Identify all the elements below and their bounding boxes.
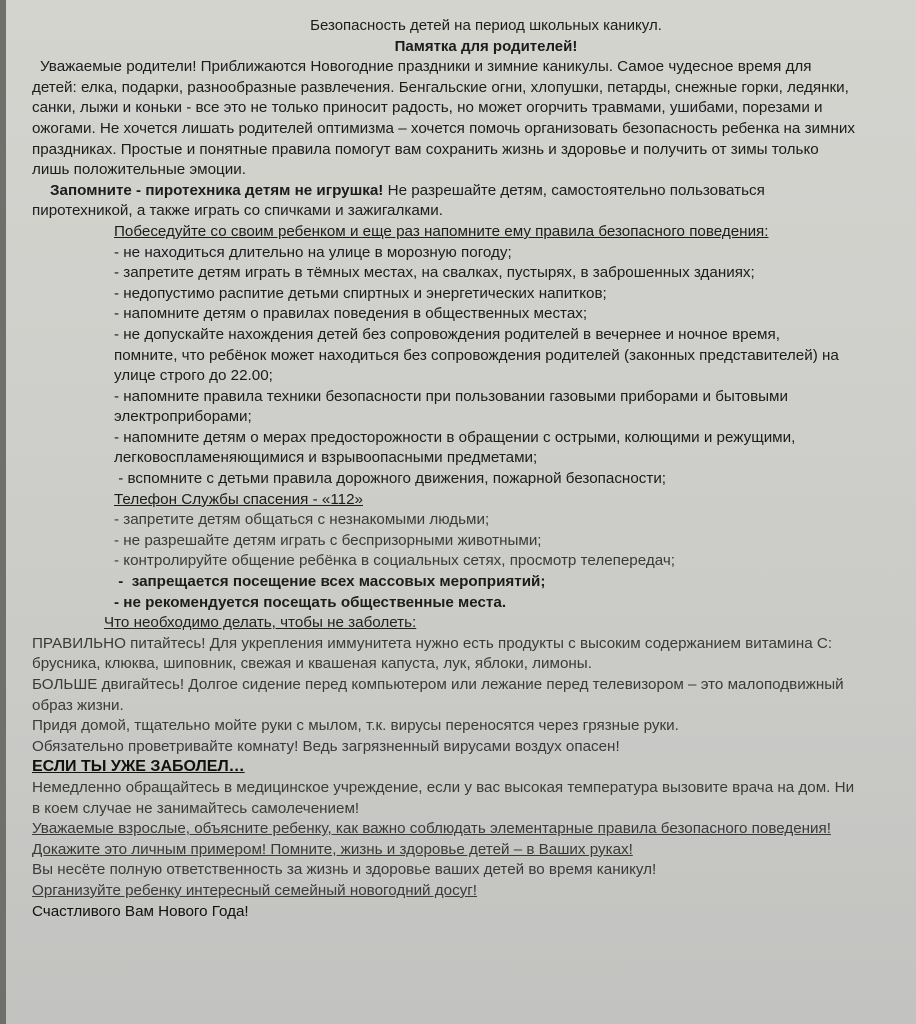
health-paragraph: Обязательно проветривайте комнату! Ведь загрязненный вирусами воздух опасен! <box>32 737 620 755</box>
health-paragraph: БОЛЬШЕ двигайтесь! Долгое сидение перед компьютером или лежание перед телевизором – это малоподвижный образ жизни. <box>32 676 844 714</box>
list-item: - напомните детям о мерах предосторожности в обращении с острыми, колющими и режущими, легковоспламеняющимися и взрывоопасными предметами; <box>114 428 796 467</box>
health-paragraph: ПРАВИЛЬНО питайтесь! Для укрепления иммунитета нужно есть продукты с высоким содержанием витамина С: брусника, клюква, шиповник, свежая и квашеная капуста, лук, яблоки, лимоны. <box>32 634 833 673</box>
intro-paragraph: Уважаемые родители! Приближаются Новогодние праздники и зимние каникулы. Самое чудесное время для детей: елка, подарки, разнообразные развлечения. Бенгальские огни, хлопушки, петарды, снежные горки, ледянки, санки, лыжи и коньки - все это не только приносит радость, но может огорчить травмами, ушибами, порезами и ожогами. Не хочется лишать родителей оптимизма – хочется помочь организовать безопасность ребенка на зимних праздниках. Простые и понятные правила помогут вам сохранить жизнь и здоровье и получить от зимы только лишь положительные эмоции. <box>32 58 855 179</box>
list-item: - не допускайте нахождения детей без сопровождения родителей в вечернее и ночное время, помните, что ребёнок может находиться без сопровождения родителей (законных представителей) на улице строго до 22.00; <box>114 325 839 385</box>
emergency-phone: Телефон Службы спасения - «112» <box>114 490 363 508</box>
list-item: - напомните детям о правилах поведения в общественных местах; <box>114 305 588 323</box>
list-item: - запретите детям играть в тёмных местах, на свалках, пустырях, в заброшенных зданиях; <box>114 264 755 282</box>
sick-paragraph: Организуйте ребенку интересный семейный новогодний досуг! <box>32 881 478 899</box>
pyrotechnics-warning-bold: Запомните - пиротехника детям не игрушка! <box>50 181 384 199</box>
list-item: - запретите детям общаться с незнакомыми людьми; <box>114 511 490 529</box>
closing-greeting: Счастливого Вам Нового Года! <box>32 902 249 920</box>
sick-heading: ЕСЛИ ТЫ УЖЕ ЗАБОЛЕЛ… <box>32 758 245 776</box>
list-item: - не разрешайте детям играть с беспризорными животными; <box>114 531 542 549</box>
safety-rules-heading: Побеседуйте со своим ребенком и еще раз напомните ему правила безопасного поведения: <box>114 222 769 240</box>
health-section <box>32 613 900 757</box>
list-item: - запрещается посещение всех массовых мероприятий; <box>114 573 546 591</box>
document-subtitle: Памятка для родителей! <box>394 37 578 55</box>
list-item: - не рекомендуется посещать общественные места. <box>114 593 507 611</box>
document-title: Безопасность детей на период школьных каникул. <box>310 17 662 34</box>
sick-section <box>32 757 900 922</box>
safety-rules-block <box>32 222 900 613</box>
sick-paragraph: Вы несёте полную ответственность за жизнь и здоровье ваших детей во время каникул! <box>32 861 657 879</box>
sick-paragraph: Немедленно обращайтесь в медицинское учреждение, если у вас высокая температура вызовите врача на дом. Ни в коем случае не занимайтесь самолечением! <box>32 778 855 817</box>
health-paragraph: Придя домой, тщательно мойте руки с мылом, т.к. вирусы переносятся через грязные руки. <box>32 717 679 735</box>
list-item: - контролируйте общение ребёнка в социальных сетях, просмотр телепередач; <box>114 552 675 570</box>
list-item: - вспомните с детьми правила дорожного движения, пожарной безопасности; <box>114 470 667 488</box>
pyrotechnics-warning-text: Не разрешайте детям, самостоятельно пользоваться пиротехникой, а также играть со спичками и зажигалками. <box>32 181 765 220</box>
health-heading: Что необходимо делать, чтобы не заболеть: <box>104 614 417 632</box>
list-item: - не находиться длительно на улице в морозную погоду; <box>114 243 512 261</box>
document-page <box>6 0 916 1024</box>
pyrotechnics-warning <box>32 181 900 222</box>
list-item: - недопустимо распитие детьми спиртных и энергетических напитков; <box>114 284 607 302</box>
list-item: - напомните правила техники безопасности при пользовании газовыми приборами и бытовыми электроприборами; <box>114 387 788 426</box>
sick-paragraph: Уважаемые взрослые, объясните ребенку, как важно соблюдать элементарные правила безопасного поведения! Докажите это личным примером! Помните, жизнь и здоровье детей – в Ваших руках! <box>32 820 831 858</box>
